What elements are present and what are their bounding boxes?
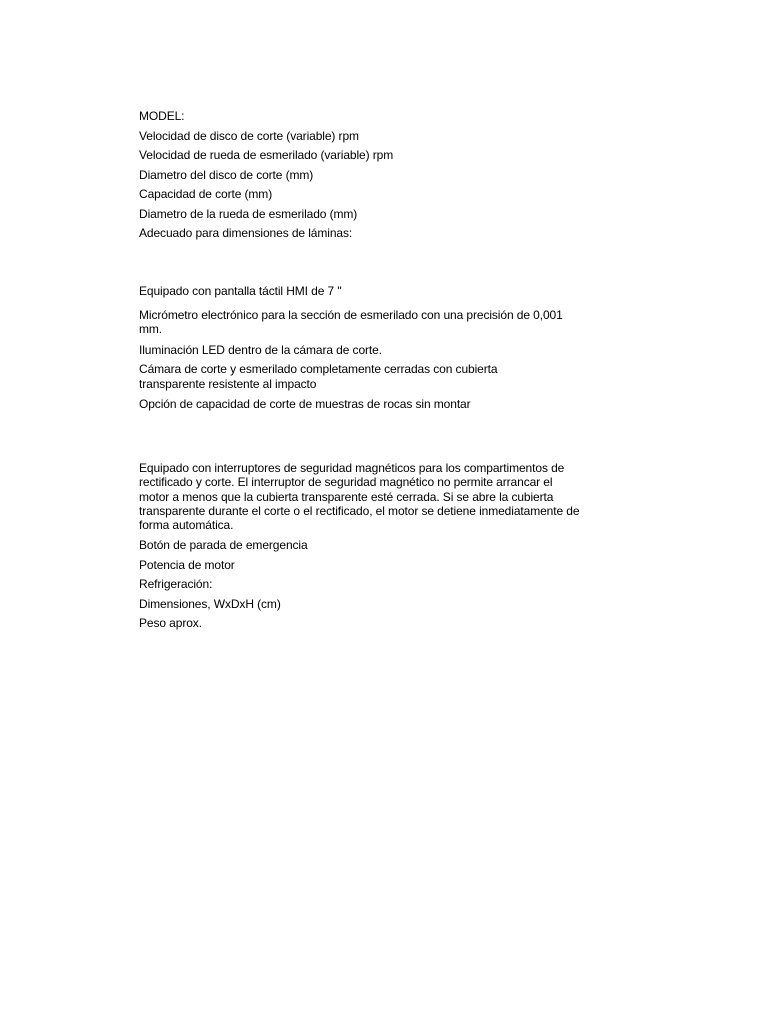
dimensions-label: Dimensiones, WxDxH (cm)	[139, 596, 281, 611]
cutting-capacity-label: Capacidad de corte (mm)	[139, 187, 273, 201]
safety-switches-feature: Equipado con interruptores de seguridad magnéticos para los compartimentos de rectificado y corte. El interruptor de seguridad magnético no permite arrancar el motor a menos que la cubierta transparente esté cerrada. Si se abre la cubierta transparente durante el corte o el rectificado, el motor se detiene inmediatamente de forma automática.	[139, 461, 580, 533]
sheet-dimensions-label: Adecuado para dimensiones de láminas:	[139, 226, 353, 240]
grinding-wheel-diameter-label: Diametro de la rueda de esmerilado (mm)	[139, 206, 358, 221]
spec-labels-block	[139, 107, 589, 244]
features-block-2	[139, 461, 589, 634]
led-feature: Iluminación LED dentro de la cámara de corte.	[139, 342, 382, 357]
cutting-disc-diameter-label: Diametro del disco de corte (mm)	[139, 167, 314, 182]
weight-label: Peso aprox.	[139, 616, 202, 631]
micrometer-feature: Micrómetro electrónico para la sección de esmerilado con una precisión de 0,001 mm.	[139, 307, 563, 336]
cutting-disc-speed-label: Velocidad de disco de corte (variable) rpm	[139, 128, 359, 143]
chamber-feature: Cámara de corte y esmerilado completamente cerradas con cubierta transparente resistente al impacto	[139, 362, 498, 391]
rock-option-feature: Opción de capacidad de corte de muestras de rocas sin montar	[139, 397, 471, 411]
grinding-wheel-speed-label: Velocidad de rueda de esmerilado (variable) rpm	[139, 148, 394, 162]
model-label: MODEL:	[139, 109, 185, 123]
cooling-label: Refrigeración:	[139, 577, 213, 592]
motor-power-label: Potencia de motor	[139, 557, 235, 572]
hmi-feature: Equipado con pantalla táctil HMI de 7 "	[139, 284, 342, 298]
features-block-1	[139, 282, 589, 415]
emergency-stop-feature: Botón de parada de emergencia	[139, 538, 308, 553]
